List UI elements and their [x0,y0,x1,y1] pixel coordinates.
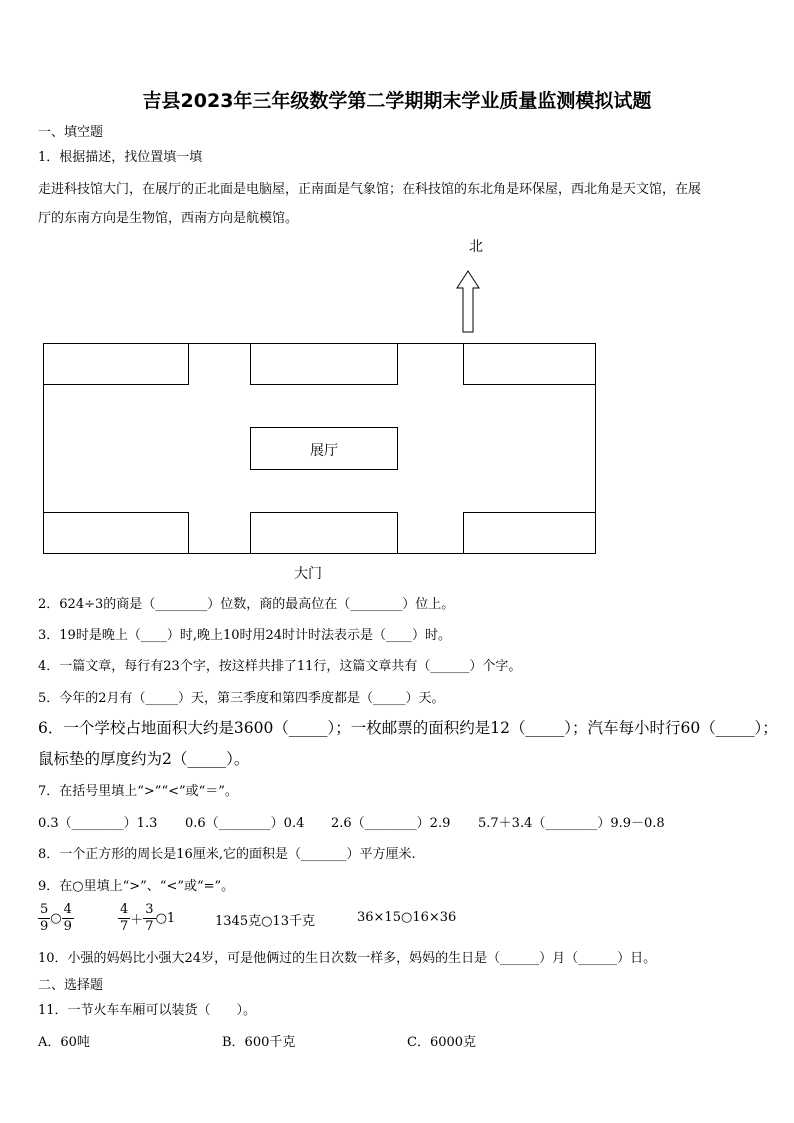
question-7-item-1: 0.3（________）1.3 [38,816,158,831]
question-2: 2．624÷3的商是（________）位数，商的最高位在（________）位上。 [38,597,455,612]
question-4: 4．一篇文章，每行有23个字，按这样共排了11行，这篇文章共有（______）个字。 [38,659,522,674]
room-north-blank[interactable] [250,343,398,385]
section-heading-multiple-choice: 二、选择题 [38,978,104,993]
room-southwest-blank[interactable] [43,512,189,554]
question-11-option-c[interactable]: C．6000克 [407,1035,477,1050]
page-title: 吉县2023年三年级数学第二学期期末学业质量监测模拟试题 [142,90,652,112]
question-7-item-4: 5.7＋3.4（________）9.9－0.8 [478,816,665,831]
question-3: 3．19时是晚上（____）时,晚上10时用24时计时法表示是（____）时。 [38,628,452,643]
question-10: 10．小强的妈妈比小强大24岁，可是他俩过的生日次数一样多，妈妈的生日是（______）月（______）日。 [38,951,657,966]
question-11-stem: 11．一节火车车厢可以装货（ ）。 [38,1003,257,1018]
exhibition-hall-box [250,427,398,470]
compare-circle-one[interactable]: ○1 [155,910,176,926]
question-7-item-3: 2.6（________）2.9 [331,816,451,831]
room-south-blank[interactable] [250,512,398,554]
question-7-item-2: 0.6（________）0.4 [185,816,305,831]
question-9-item-1 [38,900,74,936]
question-11-option-a[interactable]: A．60吨 [38,1035,90,1050]
fraction-4-9: $\frac{4}{9}$ [63,901,72,934]
question-11-option-b[interactable]: B．600千克 [222,1035,296,1050]
question-6-line-2: 鼠标垫的厚度约为2（_____）。 [38,750,250,768]
room-northeast-blank[interactable] [463,343,596,385]
fraction-5-9: $\frac{5}{9}$ [40,901,49,934]
room-northwest-blank[interactable] [43,343,189,385]
question-1-text-line-1: 走进科技馆大门，在展厅的正北面是电脑屋，正南面是气象馆；在科技馆的东北角是环保屋，西北角是天文馆，在展 [38,182,702,197]
north-arrow-icon [456,270,480,334]
exhibition-hall-label: 展厅 [310,443,338,459]
question-9-item-3: 1345克○13千克 [215,914,315,929]
question-9-stem: 9．在○里填上“>”、“<”或“=”。 [38,879,235,894]
question-9-item-4: 36×15○16×36 [357,910,457,925]
question-1-stem: 1．根据描述，找位置填一填 [38,150,203,165]
question-5: 5．今年的2月有（_____）天，第三季度和第四季度都是（_____）天。 [38,691,445,706]
gate-label: 大门 [294,566,322,582]
question-6-line-1: 6．一个学校占地面积大约是3600（_____）；一枚邮票的面积约是12（_____）；汽车每小时行60（_____）； [38,719,778,737]
fraction-3-7: $\frac{3}{7}$ [145,901,154,934]
fraction-4-7: $\frac{4}{7}$ [120,901,129,934]
question-9-item-2 [118,900,175,936]
north-label: 北 [469,239,483,255]
question-8: 8．一个正方形的周长是16厘米,它的面积是（_______）平方厘米. [38,847,416,862]
question-1-text-line-2: 厅的东南方向是生物馆，西南方向是航模馆。 [38,211,299,226]
plus-sign: ＋ [130,912,144,928]
room-southeast-blank[interactable] [463,512,596,554]
compare-circle[interactable]: ○ [50,910,62,926]
section-heading-fill-in: 一、填空题 [38,125,104,140]
question-7-stem: 7．在括号里填上“>”“<”或“＝”。 [38,784,238,799]
